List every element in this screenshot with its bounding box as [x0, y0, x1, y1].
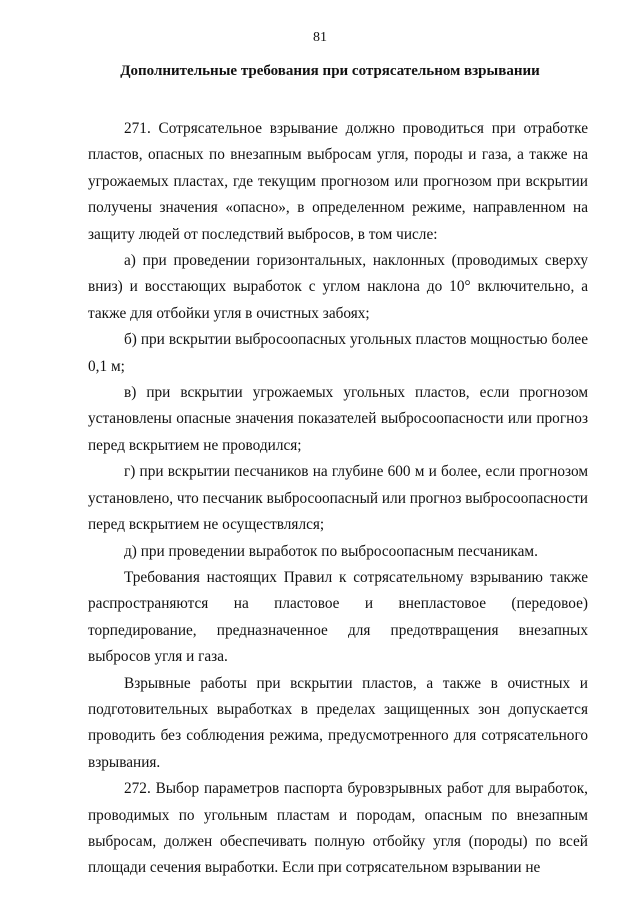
list-item-d: д) при проведении выработок по выбросоопасным песчаникам. — [124, 542, 538, 560]
list-item-v: в) при вскрытии угрожаемых угольных пластов, если прогнозом установлены опасные значения показателей выбросоопасности или прогноз перед вскрытием не проводился; — [88, 384, 588, 454]
paragraph-protected-zones: Взрывные работы при вскрытии пластов, а также в очистных и подготовительных выработках в пределах защищенных зон допускается проводить без соблюдения режима, предусмотренного для сотрясательного взрывания. — [88, 674, 588, 771]
section-heading: Дополнительные требования при сотрясательном взрывании — [120, 63, 540, 79]
paragraph-272: 272. Выбор параметров паспорта буровзрывных работ для выработок, проводимых по угольным пластам и породам, опасным по внезапным выбросам, должен обеспечивать полную отбойку угля (породы) по всей площади сечения выработки. Если при сотрясательном взрывании не — [88, 780, 588, 877]
list-item-g: г) при вскрытии песчаников на глубине 600 м и более, если прогнозом установлено, что песчаник выбросоопасный или прогноз выбросоопасности перед вскрытием не осуществлялся; — [88, 463, 588, 534]
list-item-b: б) при вскрытии выбросоопасных угольных пластов мощностью более 0,1 м; — [88, 331, 588, 375]
paragraph-torpedoing: Требования настоящих Правил к сотрясательному взрыванию также распространяются на пластовое и внепластовое (передовое) торпедирование, предназначенное для предотвращения внезапных выбросов угля и газа. — [88, 568, 588, 666]
page-number: 81 — [313, 30, 327, 45]
list-item-a: а) при проведении горизонтальных, наклонных (проводимых сверху вниз) и восстающих выработок с углом наклона до 10° включительно, а также для отбойки угля в очистных забоях; — [88, 252, 588, 322]
paragraph-271: 271. Сотрясательное взрывание должно проводиться при отработке пластов, опасных по внезапным выбросам угля, породы и газа, а также на угрожаемых пластах, где текущим прогнозом или прогнозом при вскрытии получены значения «опасно», в определенном режиме, направленном на защиту людей от последствий выбросов, в том числе: — [88, 120, 588, 243]
body-text — [88, 116, 588, 882]
